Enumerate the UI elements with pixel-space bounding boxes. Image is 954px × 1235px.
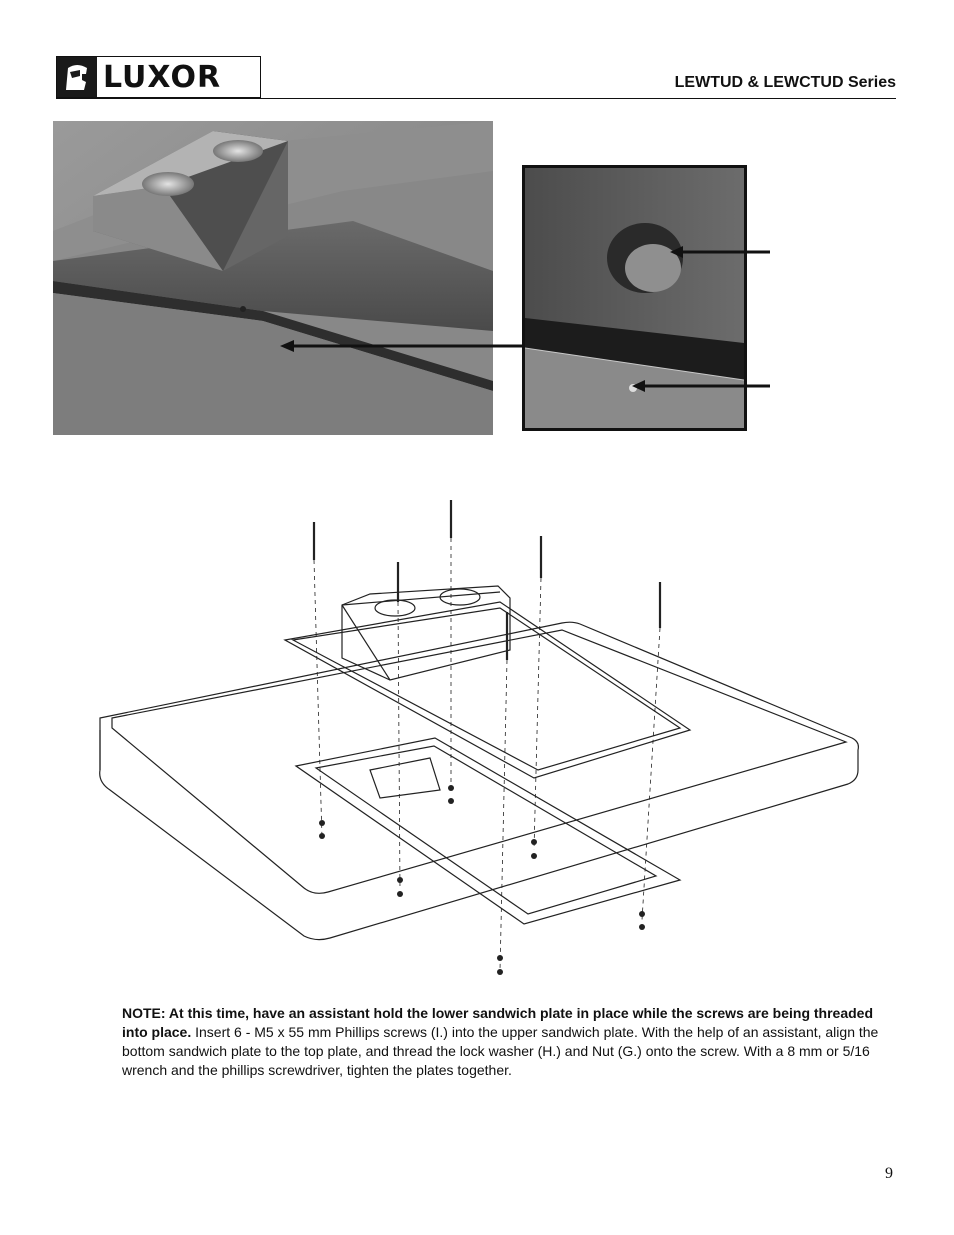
note-body-text: Insert 6 - M5 x 55 mm Phillips screws (I.) into the upper sandwich plate. With the help of an assistant, align the bottom sandwich plate to the top plate, and thread the lock washer (H.) and Nut (G.) onto the screw. With a 8 mm or 5/16 wrench and the phillips screwdriver, tighten the plates together. [122,1024,879,1078]
series-title: LEWTUD & LEWCTUD Series [674,74,896,91]
note-bold-text: NOTE: At this time, have an assistant hold the lower sandwich plate in place while the screws are being threaded into place. [122,1005,874,1040]
callout-arrows [0,0,954,500]
page-number: 9 [885,1165,893,1182]
logo-text: LUXOR [103,59,222,95]
assembly-note [122,1004,892,1080]
exploded-assembly-diagram [90,490,870,980]
